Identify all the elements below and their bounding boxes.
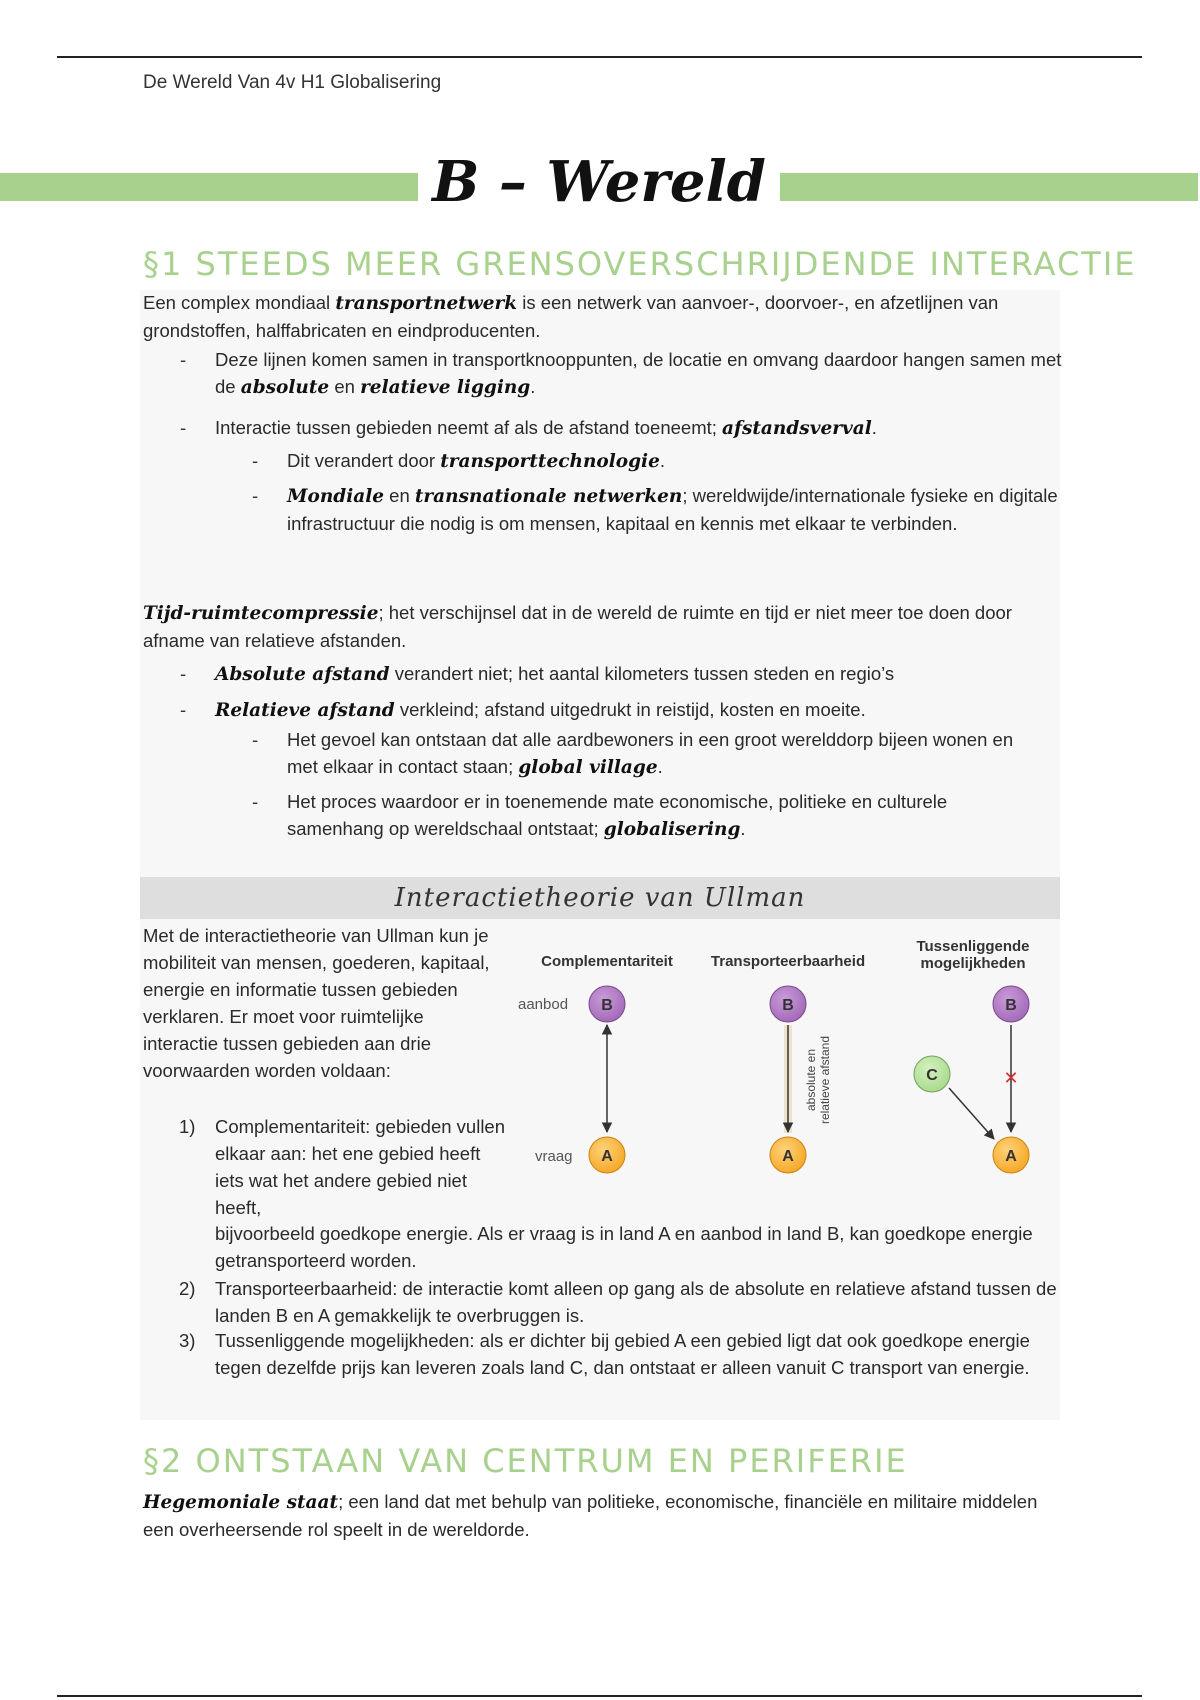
page-title-text: B – Wereld <box>418 149 780 215</box>
bottom-rule <box>57 1695 1142 1697</box>
keyword: relatieve ligging <box>360 377 531 398</box>
subbullet-globalisering <box>252 788 1047 843</box>
node-a-2-label: A <box>782 1148 794 1165</box>
text-run: Dit verandert door <box>287 450 441 471</box>
text-run: is een netwerk van aanvoer-, doorvoer-, en afzetlijnen van grondstoffen, halffabricaten en eindproducenten. <box>143 292 999 341</box>
text-run: Het gevoel kan ontstaan dat alle aardbewoners in een groot werelddorp bijeen wonen en met elkaar in contact staan; <box>287 729 1014 777</box>
ullman-item-2 <box>179 1275 1065 1329</box>
distance-label-1: absolute en <box>804 1048 818 1112</box>
running-header: De Wereld Van 4v H1 Globalisering <box>143 72 442 93</box>
keyword: Absolute afstand <box>215 664 390 685</box>
text-run: . <box>659 450 665 471</box>
keyword: transportnetwerk <box>335 293 518 314</box>
ullman-intro: Met de interactietheorie van Ullman kun je mobiliteit van mensen, goederen, kapitaal, energie en informatie tussen gebieden verklaren. Er moet voor ruimtelijke interactie tussen gebieden aan drie voorwaarden worden voldaan: <box>143 925 490 1081</box>
bullet-knooppunten <box>180 346 1065 401</box>
ullman-box-title: Interactietheorie van Ullman <box>140 877 1060 919</box>
subbullet-transporttechnologie <box>252 447 1067 475</box>
text-run: Een complex mondiaal <box>143 292 336 313</box>
text-run: en <box>329 376 361 397</box>
col-title-transporteerbaarheid: Transporteerbaarheid <box>710 953 866 970</box>
bullet-dash: - <box>180 699 187 720</box>
keyword: afstandsverval <box>722 418 872 439</box>
text-run: ; het verschijnsel dat in de wereld de ruimte en tijd er niet meer toe doen door afname van relatieve afstanden. <box>143 602 1012 651</box>
blocked-cross-icon: ✕ <box>1003 1068 1019 1089</box>
paragraph-hegemoniale-staat <box>143 1488 1063 1543</box>
text-run: ; een land dat met behulp van politieke, economische, financiële en militaire middelen een overheersende rol speelt in de wereldorde. <box>143 1491 1038 1540</box>
node-a-1-label: A <box>601 1148 613 1165</box>
ullman-item-1-rest: bijvoorbeeld goedkope energie. Als er vraag is in land A en aanbod in land B, kan goedkope energie getransporteerd worden. <box>215 1223 1033 1271</box>
subbullet-global-village <box>252 726 1027 781</box>
text-run: en <box>384 485 415 506</box>
section1-heading: §1 STEEDS MEER GRENSOVERSCHRIJDENDE INTERACTIE <box>143 245 1137 283</box>
bullet-absolute-afstand <box>180 660 1065 688</box>
text-run: Het proces waardoor er in toenemende mate economische, politieke en culturele samenhang op wereldschaal ontstaat; <box>287 791 948 839</box>
node-b-2-label: B <box>782 997 794 1014</box>
label-vraag: vraag <box>535 1148 573 1165</box>
bullet-dash: - <box>180 349 187 370</box>
text-run: Interactie tussen gebieden neemt af als de afstand toeneemt; <box>215 417 723 438</box>
paragraph-transportnetwerk <box>143 289 1063 344</box>
keyword: transnationale netwerken <box>414 486 683 507</box>
col-title-tussenliggende: Tussenliggende <box>916 938 1030 955</box>
text-run: . <box>530 376 536 397</box>
arrow-c-to-a <box>949 1088 994 1139</box>
label-aanbod: aanbod <box>518 996 569 1013</box>
bullet-dash: - <box>252 485 259 506</box>
text-run: verkleind; afstand uitgedrukt in reistijd, kosten en moeite. <box>394 699 866 720</box>
bullet-dash: - <box>252 450 259 471</box>
bullet-dash: - <box>180 663 187 684</box>
bullet-dash: - <box>252 729 259 750</box>
section2-heading: §2 ONTSTAAN VAN CENTRUM EN PERIFERIE <box>143 1442 908 1480</box>
ullman-item-3 <box>179 1327 1065 1381</box>
keyword: Hegemoniale staat <box>143 1492 339 1513</box>
text-run: . <box>871 417 877 438</box>
col-title-complementariteit: Complementariteit <box>541 953 673 970</box>
keyword: Relatieve afstand <box>215 700 395 721</box>
bullet-dash: - <box>180 417 187 438</box>
text-run: Deze lijnen komen samen in transportknooppunten, de locatie en omvang daardoor hangen samen met de <box>215 349 1062 397</box>
keyword: transporttechnologie <box>440 451 660 472</box>
text-run: . <box>740 818 746 839</box>
col-title-mogelijkheden: mogelijkheden <box>920 955 1026 972</box>
keyword: Mondiale <box>287 486 385 507</box>
ullman-item-1-first <box>179 1113 506 1221</box>
list-number: 3) <box>179 1330 196 1351</box>
node-a-3-label: A <box>1005 1148 1017 1165</box>
list-text: Tussenliggende mogelijkheden: als er dichter bij gebied A een gebied ligt dat ook goedkope energie tegen dezelfde prijs kan leveren zoals land C, dan ontstaat er alleen vanuit C transport van energie. <box>215 1330 1030 1378</box>
list-text: Transporteerbaarheid: de interactie komt alleen op gang als de absolute en relatieve afstand tussen de landen B en A gemakkelijk te overbruggen is. <box>215 1278 1057 1326</box>
keyword: globalisering <box>603 819 741 840</box>
keyword: global village <box>518 757 658 778</box>
node-c-label: C <box>926 1067 938 1084</box>
bullet-dash: - <box>252 791 259 812</box>
keyword: absolute <box>240 377 330 398</box>
bullet-relatieve-afstand <box>180 696 1065 724</box>
list-number: 2) <box>179 1278 196 1299</box>
text-run: ; wereldwijde/internationale fysieke en digitale infrastructuur die nodig is om mensen, kapitaal en kennis met elkaar te verbinden. <box>287 485 1058 534</box>
list-text: Complementariteit: gebieden vullen elkaar aan: het ene gebied heeft iets wat het andere gebied niet heeft, <box>215 1116 506 1218</box>
node-b-3-label: B <box>1005 997 1017 1014</box>
paragraph-tijd-ruimtecompressie <box>143 599 1063 654</box>
text-run: . <box>657 756 663 777</box>
page-title <box>0 150 1198 214</box>
top-rule <box>57 56 1142 58</box>
list-number: 1) <box>179 1116 196 1137</box>
node-b-1-label: B <box>601 997 613 1014</box>
distance-label-2: relatieve afstand <box>818 1035 832 1125</box>
text-run: verandert niet; het aantal kilometers tussen steden en regio’s <box>389 663 895 684</box>
ullman-diagram <box>515 925 1060 1195</box>
subbullet-netwerken <box>252 482 1067 537</box>
bullet-afstandsverval <box>180 414 1065 442</box>
keyword: Tijd-ruimtecompressie <box>143 603 379 624</box>
